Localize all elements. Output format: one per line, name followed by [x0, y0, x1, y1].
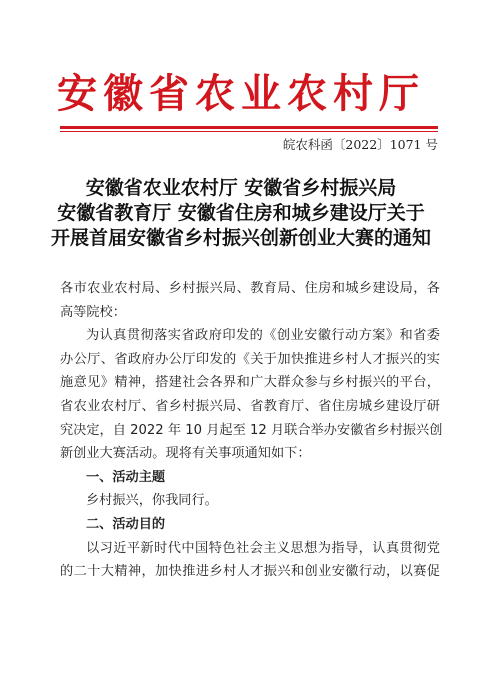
intro-paragraph [60, 324, 443, 466]
addressee [60, 277, 440, 324]
body-line: 究决定，自 2022 年 10 月起至 12 月联合举办安徽省乡村振兴创 [60, 422, 443, 438]
section-heading: 二、活动目的 [86, 516, 166, 532]
body-line: 乡村振兴，你我同行。 [86, 493, 218, 509]
title-line: 开展首届安徽省乡村振兴创新创业大赛的通知 [50, 227, 431, 249]
title-line: 安徽省教育厅 安徽省住房和城乡建设厅关于 [57, 202, 425, 224]
agency-header: 安徽省农业农村厅 [57, 70, 425, 117]
body-line: 高等院校： [60, 304, 126, 320]
body-line: 的二十大精神，加快推进乡村人才振兴和创业安徽行动，以赛促 [60, 564, 440, 580]
document-title [30, 176, 452, 251]
section-paragraph [60, 489, 440, 513]
document-number: 皖农科函〔2022〕1071 号 [282, 137, 438, 152]
red-header-rule [60, 126, 438, 129]
body-line: 各市农业农村局、乡村振兴局、教育局、住房和城乡建设局，各 [60, 281, 440, 296]
body-line: 施意见》精神，搭建社会各界和广大群众参与乡村振兴的平台， [60, 375, 440, 391]
section-paragraph [60, 537, 440, 584]
body-line: 省农业农村厅、省乡村振兴局、省教育厅、省住房城乡建设厅研 [60, 398, 440, 414]
body-line: 以习近平新时代中国特色社会主义思想为指导，认真贯彻党 [86, 540, 440, 556]
section-heading: 一、活动主题 [86, 469, 166, 485]
body-line: 新创业大赛活动。现将有关事项通知如下： [60, 446, 311, 462]
document-body [60, 277, 443, 584]
body-line: 为认真贯彻落实省政府印发的《创业安徽行动方案》和省委 [86, 328, 440, 344]
red-header-rule-thin [60, 131, 438, 132]
title-line: 安徽省农业农村厅 安徽省乡村振兴局 [85, 177, 397, 199]
body-line: 办公厅、省政府办公厅印发的《关于加快推进乡村人才振兴的实 [60, 351, 440, 367]
